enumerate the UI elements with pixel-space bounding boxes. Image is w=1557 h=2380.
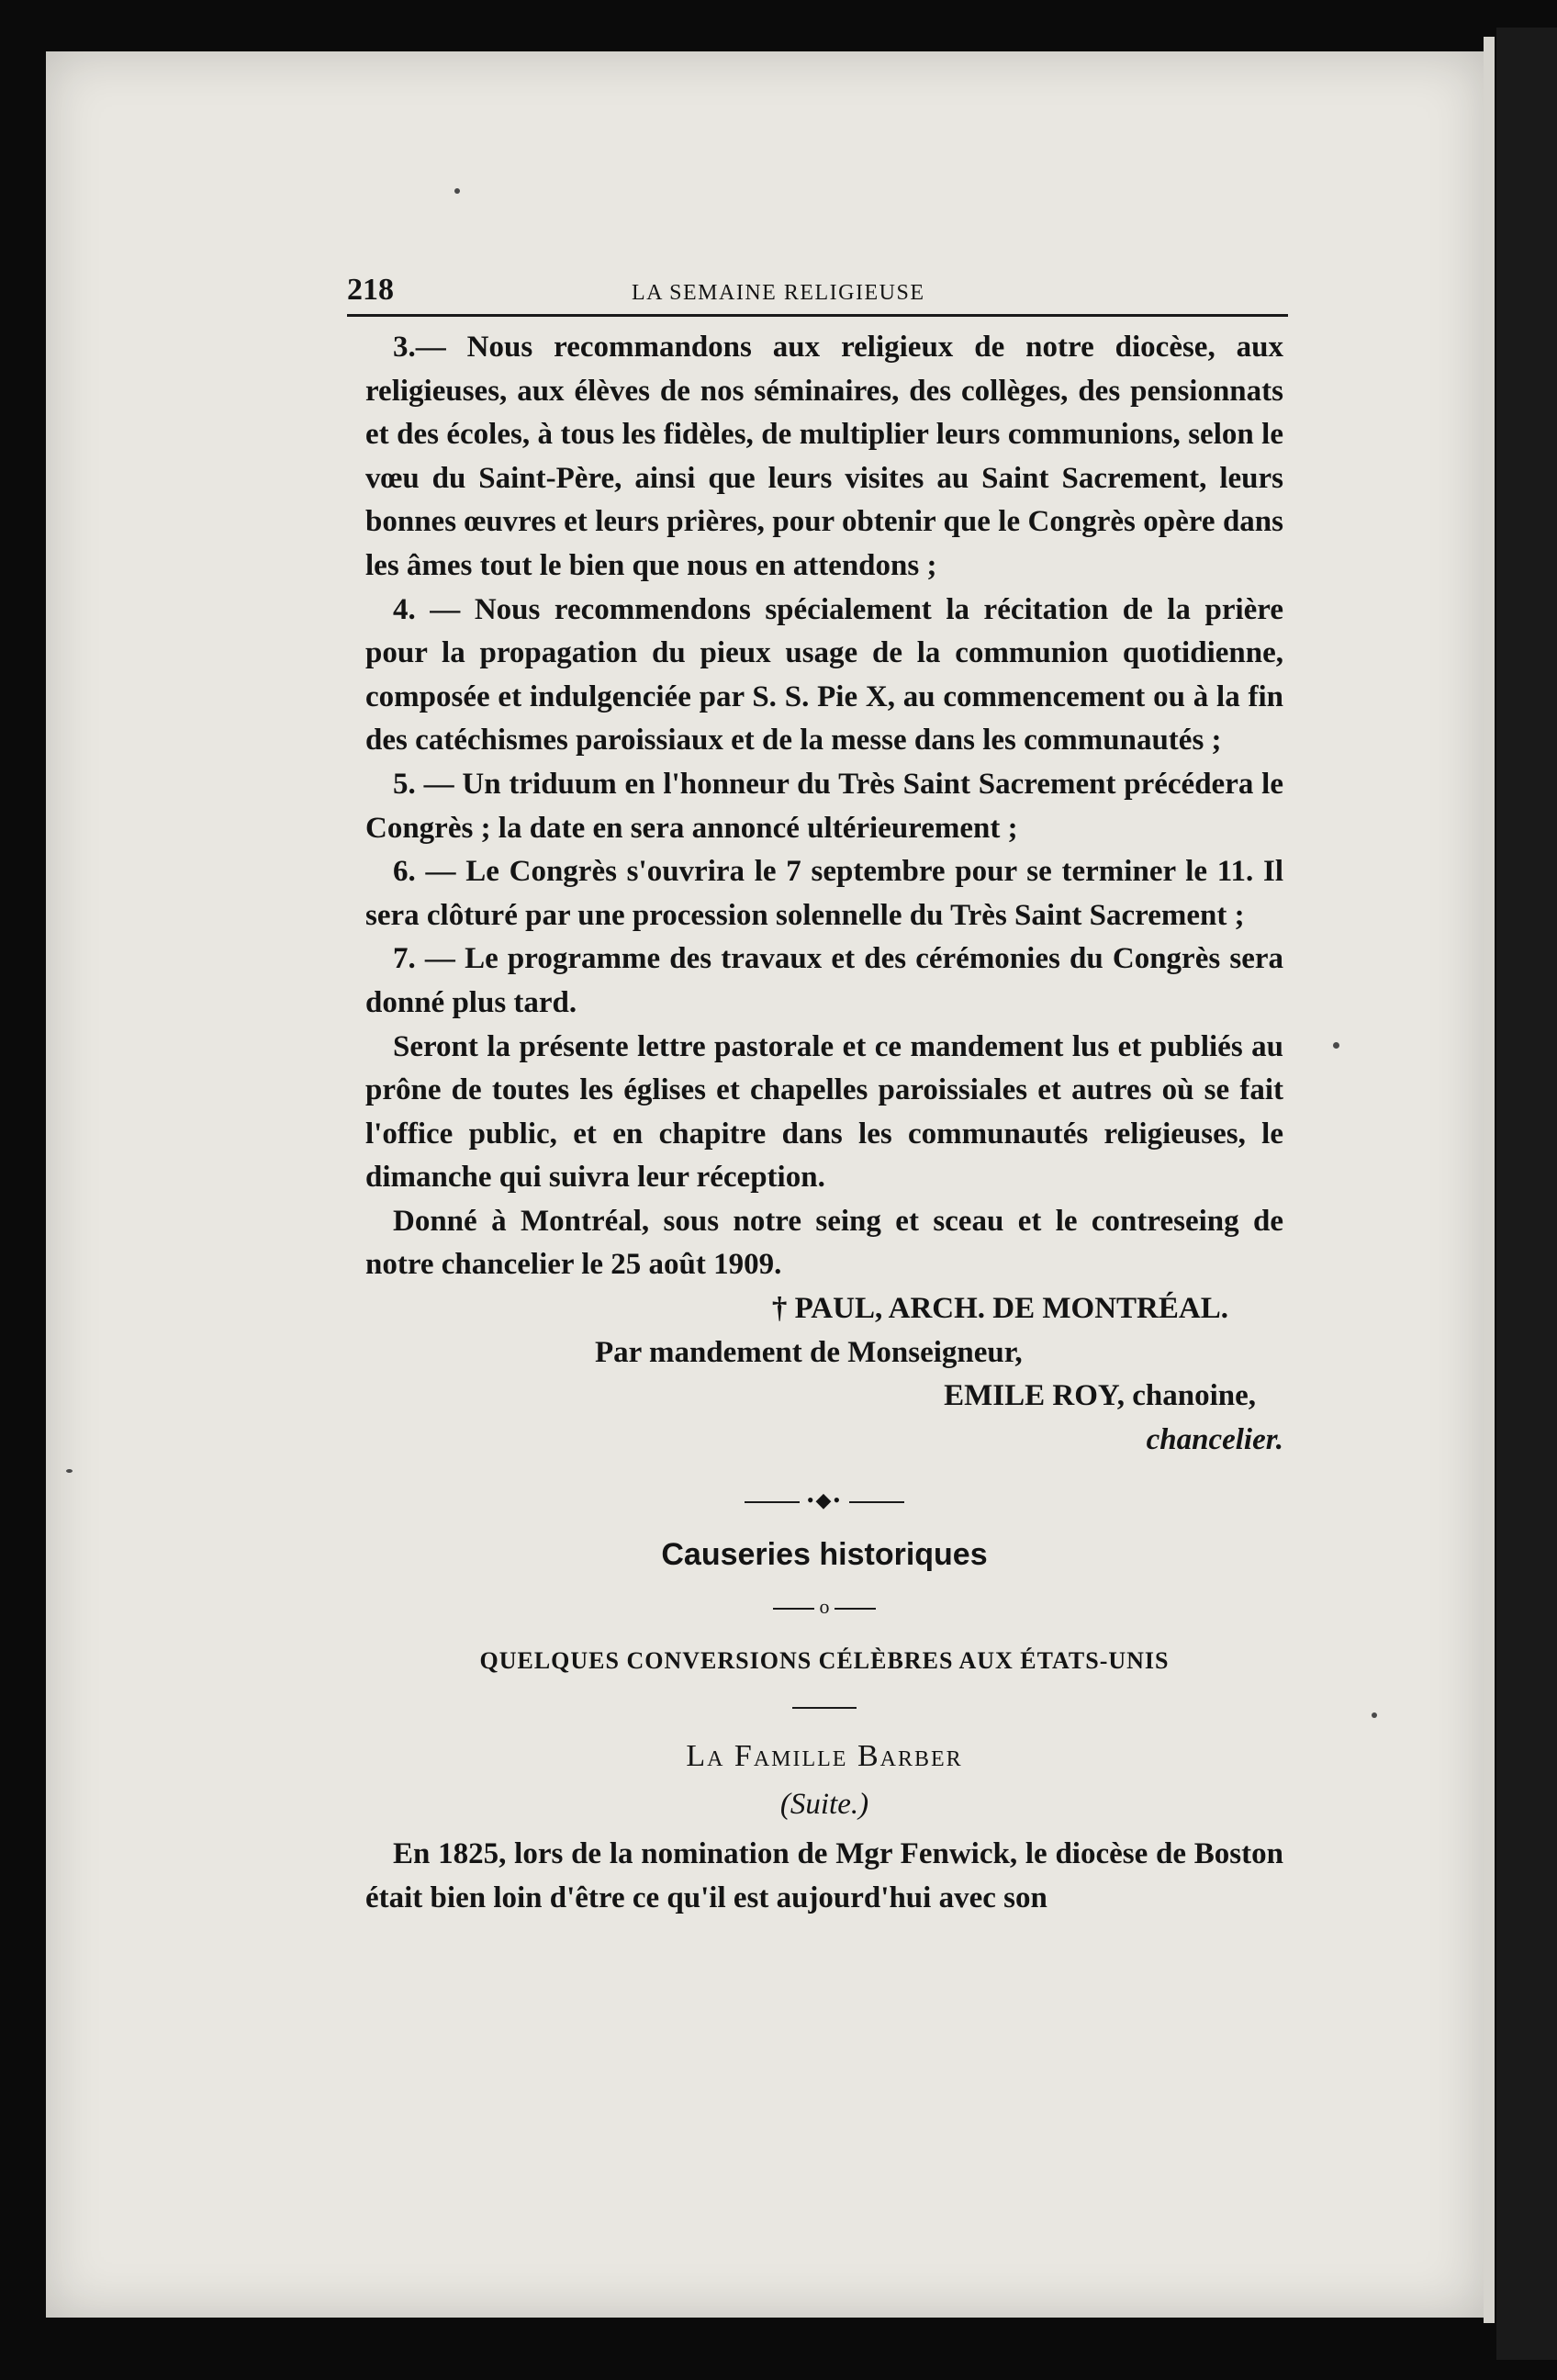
chapter-title: La Famille Barber xyxy=(686,1738,963,1773)
paragraph-5: 5. — Un triduum en l'honneur du Très Saint Sacrement précédera le Congrès ; la date en sera annoncé ultérieurement ; xyxy=(365,767,1283,845)
page-number: 218 xyxy=(347,273,394,307)
section-title: Causeries historiques xyxy=(661,1537,988,1573)
section-divider xyxy=(365,1585,1283,1629)
paragraph-7: 7. — Le programme des travaux et des cérémonies du Congrès sera donné plus tard. xyxy=(365,942,1283,1019)
running-header xyxy=(347,268,1283,314)
ornament-glyph: •◆• xyxy=(806,1488,843,1512)
short-rule xyxy=(792,1707,857,1709)
scan-speck xyxy=(454,188,460,194)
paragraph-6: 6. — Le Congrès s'ouvrira le 7 septembre pour se terminer le 11. Il sera clôturé par une procession solennelle du Très Saint Sacrement ; xyxy=(365,855,1283,932)
final-paragraph: En 1825, lors de la nomination de Mgr Fenwick, le diocèse de Boston était bien loin d'être ce qu'il est aujourd'hui avec son xyxy=(365,1837,1283,1914)
facing-page-strip xyxy=(1496,28,1557,2360)
scan-speck xyxy=(66,1469,73,1473)
mandate-line: Par mandement de Monseigneur, xyxy=(595,1335,1023,1369)
chancellor-title: chancelier. xyxy=(1146,1422,1283,1456)
page-edge xyxy=(1484,37,1495,2323)
paragraph-4: 4. — Nous recommendons spécialement la récitation de la prière pour la propagation du pieux usage de la communion quotidienne, composée et indulgenciée par S. S. Pie X, au commencement ou à la fin des catéchismes paroissiaux et de la messe dans les communautés ; xyxy=(365,592,1283,758)
paragraph-publication: Seront la présente lettre pastorale et ce mandement lus et publiés au prône de toutes les églises et chapelles paroissiales et autres où se fait l'office public, et en chapitre dans les communautés religieuses, le dimanche qui suivra leur réception. xyxy=(365,1029,1283,1195)
running-title: LA SEMAINE RELIGIEUSE xyxy=(632,281,925,305)
section-ornament xyxy=(365,1478,1283,1522)
scan-speck xyxy=(1372,1712,1377,1718)
paragraph-given-at: Donné à Montréal, sous notre seing et sceau et le contreseing de notre chancelier le 25 août 1909. xyxy=(365,1204,1283,1282)
scan-speck xyxy=(1333,1042,1339,1049)
archbishop-signature: † PAUL, ARCH. DE MONTRÉAL. xyxy=(771,1292,1228,1326)
page-text xyxy=(347,268,1283,1920)
paragraph-3: 3.— Nous recommandons aux religieux de notre diocèse, aux religieuses, aux élèves de nos séminaires, des collèges, des pensionnats et des écoles, à tous les fidèles, de multiplier leurs communions, selon le vœu du Saint-Père, ainsi que leurs visites au Saint Sacrement, leurs bonnes œuvres et leurs prières, pour obtenir que le Congrès opère dans les âmes tout le bien que nous en attendons ; xyxy=(365,331,1283,582)
chancellor-name: EMILE ROY, chanoine, xyxy=(944,1379,1256,1413)
divider-mark: o xyxy=(819,1594,830,1618)
suite-label: (Suite.) xyxy=(779,1788,869,1822)
section-subtitle: QUELQUES CONVERSIONS CÉLÈBRES AUX ÉTATS-UNIS xyxy=(479,1647,1170,1675)
